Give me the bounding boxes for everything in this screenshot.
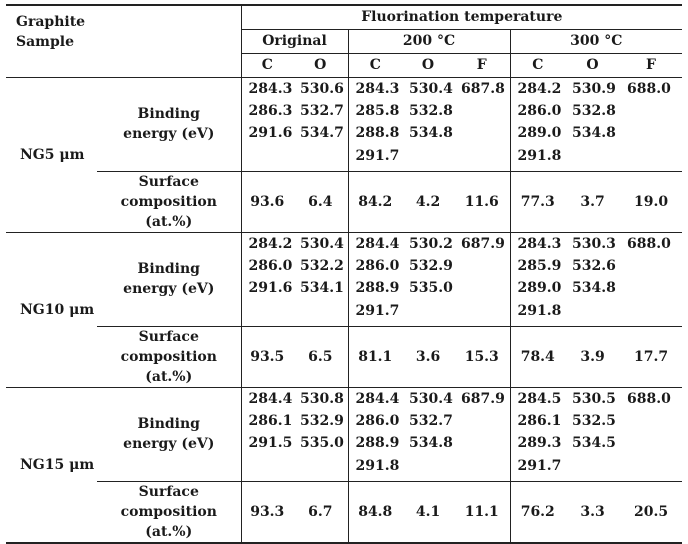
surface-value: 6.5 (293, 326, 348, 387)
label-line: Binding (137, 261, 200, 277)
binding-cell (293, 77, 348, 171)
value: 530.8 (300, 390, 344, 407)
value: 532.8 (409, 102, 453, 119)
value: 532.9 (409, 257, 453, 274)
sample-name: NG5 μm (6, 77, 97, 232)
element-header: O (402, 53, 454, 77)
surface-value: 4.2 (402, 171, 454, 232)
binding-cell (402, 387, 454, 481)
group-header-200: 200 °C (348, 29, 510, 53)
value: 532.8 (572, 102, 616, 119)
value: 534.7 (300, 125, 344, 142)
value: 291.7 (517, 457, 562, 474)
binding-cell (241, 77, 293, 171)
value: 532.6 (572, 257, 616, 274)
value: 530.5 (572, 390, 616, 407)
value: 291.7 (355, 147, 400, 164)
binding-energy-label (97, 232, 241, 326)
surface-value: 3.9 (565, 326, 620, 387)
value: 530.4 (300, 235, 344, 252)
surface-value: 6.7 (293, 481, 348, 543)
surface-value: 93.6 (241, 171, 293, 232)
label-line: Surface (138, 328, 199, 345)
surface-value: 15.3 (454, 326, 510, 387)
label-line: Surface (138, 173, 199, 190)
value: 284.3 (248, 80, 293, 97)
label-line: composition (at.%) (120, 348, 217, 385)
value: 291.6 (248, 125, 293, 142)
binding-cell (241, 232, 293, 326)
binding-cell (620, 77, 682, 171)
value: 284.4 (355, 390, 400, 407)
binding-cell (510, 77, 565, 171)
surface-value: 3.6 (402, 326, 454, 387)
surface-value: 3.7 (565, 171, 620, 232)
value: 284.2 (248, 235, 293, 252)
value: 291.8 (517, 147, 562, 164)
label-line: energy (eV) (123, 281, 215, 297)
group-header-300: 300 °C (510, 29, 682, 53)
value: 535.0 (300, 435, 344, 452)
surface-value: 6.4 (293, 171, 348, 232)
value: 286.0 (355, 257, 400, 274)
surface-value: 4.1 (402, 481, 454, 543)
value: 532.7 (300, 102, 344, 119)
value: 286.0 (517, 102, 562, 119)
value: 291.6 (248, 280, 293, 297)
value: 535.0 (409, 280, 453, 297)
value: 286.1 (517, 412, 562, 429)
value: 534.1 (300, 280, 344, 297)
surface-value: 84.8 (348, 481, 402, 543)
value: 534.8 (572, 125, 616, 142)
value: 534.5 (572, 435, 616, 452)
surface-composition-label (97, 171, 241, 232)
header-line: Graphite (16, 14, 86, 30)
label-line: energy (eV) (123, 126, 215, 142)
value: 291.7 (355, 302, 400, 319)
binding-cell (293, 387, 348, 481)
binding-cell (402, 232, 454, 326)
element-header: O (565, 53, 620, 77)
label-line: Binding (137, 416, 200, 432)
surface-value: 81.1 (348, 326, 402, 387)
value: 534.8 (572, 280, 616, 297)
value: 688.0 (627, 80, 671, 97)
value: 291.8 (355, 457, 400, 474)
value: 688.0 (627, 235, 671, 252)
binding-cell (454, 77, 510, 171)
value: 284.2 (517, 80, 562, 97)
label-line: composition (at.%) (120, 193, 217, 230)
binding-cell (510, 387, 565, 481)
xps-data-table (6, 4, 682, 544)
label-line: composition (at.%) (120, 503, 217, 540)
value: 530.9 (572, 80, 616, 97)
value: 286.0 (248, 257, 293, 274)
binding-cell (293, 232, 348, 326)
value: 534.8 (409, 435, 453, 452)
value: 687.9 (461, 235, 505, 252)
element-header: C (348, 53, 402, 77)
binding-energy-label (97, 77, 241, 171)
element-header: F (454, 53, 510, 77)
value: 289.3 (517, 435, 562, 452)
surface-value: 11.1 (454, 481, 510, 543)
value: 284.5 (517, 390, 562, 407)
value: 532.2 (300, 257, 344, 274)
binding-cell (510, 232, 565, 326)
value: 532.7 (409, 412, 453, 429)
sample-name: NG15 μm (6, 387, 97, 543)
value: 530.4 (409, 80, 453, 97)
value: 284.3 (355, 80, 400, 97)
surface-value: 93.5 (241, 326, 293, 387)
value: 530.6 (300, 80, 344, 97)
surface-value: 3.3 (565, 481, 620, 543)
value: 284.4 (248, 390, 293, 407)
value: 534.8 (409, 125, 453, 142)
value: 286.3 (248, 102, 293, 119)
value: 289.0 (517, 125, 562, 142)
binding-cell (348, 77, 402, 171)
surface-value: 17.7 (620, 326, 682, 387)
value: 530.4 (409, 390, 453, 407)
value: 291.8 (517, 302, 562, 319)
group-header-original: Original (241, 29, 348, 53)
binding-cell (565, 77, 620, 171)
binding-cell (241, 387, 293, 481)
element-header: F (620, 53, 682, 77)
binding-cell (620, 232, 682, 326)
value: 288.8 (355, 125, 400, 142)
value: 532.5 (572, 412, 616, 429)
value: 284.3 (517, 235, 562, 252)
surface-value: 84.2 (348, 171, 402, 232)
value: 289.0 (517, 280, 562, 297)
binding-cell (348, 232, 402, 326)
value: 286.0 (355, 412, 400, 429)
value: 284.4 (355, 235, 400, 252)
value: 288.9 (355, 435, 400, 452)
value: 285.9 (517, 257, 562, 274)
value: 286.1 (248, 412, 293, 429)
binding-cell (348, 387, 402, 481)
value: 530.2 (409, 235, 453, 252)
surface-value: 76.2 (510, 481, 565, 543)
value: 532.9 (300, 412, 344, 429)
binding-cell (565, 232, 620, 326)
surface-value: 78.4 (510, 326, 565, 387)
binding-cell (454, 387, 510, 481)
fluorination-temperature-header: Fluorination temperature (241, 5, 682, 29)
surface-value: 11.6 (454, 171, 510, 232)
surface-value: 77.3 (510, 171, 565, 232)
surface-value: 93.3 (241, 481, 293, 543)
binding-cell (454, 232, 510, 326)
element-header: O (293, 53, 348, 77)
surface-composition-label (97, 481, 241, 543)
value: 687.8 (461, 80, 505, 97)
label-line: Surface (138, 483, 199, 500)
label-line: Binding (137, 106, 200, 122)
surface-value: 19.0 (620, 171, 682, 232)
value: 687.9 (461, 390, 505, 407)
value: 688.0 (627, 390, 671, 407)
header-line: Sample (16, 34, 75, 50)
surface-value: 20.5 (620, 481, 682, 543)
value: 530.3 (572, 235, 616, 252)
element-header: C (510, 53, 565, 77)
sample-name: NG10 μm (6, 232, 97, 387)
graphite-sample-header (6, 5, 241, 77)
surface-composition-label (97, 326, 241, 387)
value: 285.8 (355, 102, 400, 119)
binding-cell (402, 77, 454, 171)
binding-energy-label (97, 387, 241, 481)
binding-cell (565, 387, 620, 481)
element-header: C (241, 53, 293, 77)
value: 288.9 (355, 280, 400, 297)
binding-cell (620, 387, 682, 481)
value: 291.5 (248, 435, 293, 452)
label-line: energy (eV) (123, 436, 215, 452)
